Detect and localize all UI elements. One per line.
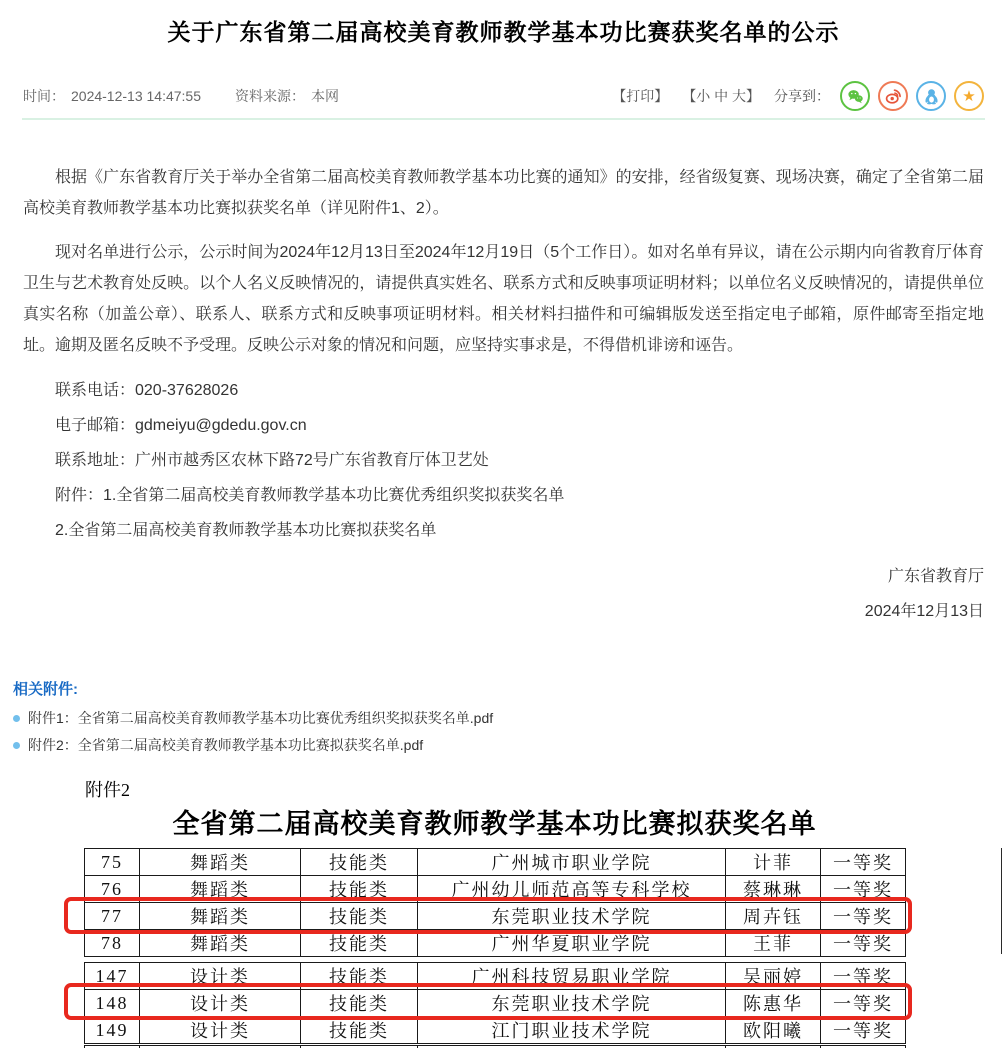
cell-school: 东莞职业技术学院 [418,903,726,930]
table-row [85,963,906,990]
cell-award: 一等奖 [821,990,906,1017]
related-attachments [0,682,1007,752]
table-edge-line [1001,848,1002,954]
contact-email: 电子邮箱：gdmeiyu@gdedu.gov.cn [55,417,307,434]
award-table-title: 全省第二届高校美育教师教学基本功比赛拟获奖名单 [172,809,817,839]
cell-number: 77 [85,903,140,930]
annex-list-line-1: 附件：1.全省第二届高校美育教师教学基本功比赛优秀组织奖拟获奖名单 [55,487,565,504]
cell-category: 舞蹈类 [140,930,301,957]
star-share-icon[interactable] [954,81,984,111]
cell-category: 设计类 [140,963,301,990]
annex-list-line-2: 2.全省第二届高校美育教师教学基本功比赛拟获奖名单 [55,522,437,539]
wechat-share-icon[interactable] [840,81,870,111]
table-row [85,876,906,903]
attachment-item-2 [13,738,994,752]
contact-address: 联系地址：广州市越秀区农林下路72号广东省教育厅体卫艺处 [55,452,489,469]
cell-name: 蔡琳琳 [726,876,821,903]
cell-number: 75 [85,849,140,876]
cell-category: 舞蹈类 [140,849,301,876]
signature-block [23,569,984,620]
annex-2-section [0,780,1007,1048]
cell-category: 设计类 [140,990,301,1017]
meta-actions [612,81,984,111]
attachment-link-2[interactable]: 附件2：全省第二届高校美育教师教学基本功比赛拟获奖名单.pdf [28,737,424,753]
cell-type: 技能类 [301,903,418,930]
table-row [85,1017,906,1044]
cell-name: 吴丽婷 [726,963,821,990]
cell-name: 计菲 [726,849,821,876]
cell-school: 东莞职业技术学院 [418,990,726,1017]
cell-number: 78 [85,930,140,957]
cell-number: 76 [85,876,140,903]
cell-school: 广州幼儿师范高等专科学校 [418,876,726,903]
bullet-icon [13,742,20,749]
cell-school: 广州城市职业学院 [418,849,726,876]
document-body [0,162,1007,620]
related-attachments-heading: 相关附件: [13,681,78,698]
bullet-icon [13,715,20,722]
cell-name: 周卉钰 [726,903,821,930]
attachment-item-1 [13,711,994,725]
weibo-share-icon[interactable] [878,81,908,111]
cell-name: 陈惠华 [726,990,821,1017]
cell-number: 148 [85,990,140,1017]
signature-org: 广东省教育厅 [887,568,984,585]
cell-school: 江门职业技术学院 [418,1017,726,1044]
award-table-group-1 [84,848,906,957]
meta-info [23,86,345,106]
cell-award: 一等奖 [821,930,906,957]
cell-type: 技能类 [301,930,418,957]
star-glyph: ★ [962,87,976,105]
cell-category: 舞蹈类 [140,903,301,930]
cell-category: 设计类 [140,1017,301,1044]
cell-award: 一等奖 [821,876,906,903]
cell-name: 王菲 [726,930,821,957]
paragraph-basis: 根据《广东省教育厅关于举办全省第二届高校美育教师教学基本功比赛的通知》的安排，经省级复赛、现场决赛，确定了全省第二届高校美育教师教学基本功比赛拟获奖名单（详见附件1、2）。 [23,169,984,217]
cell-type: 技能类 [301,990,418,1017]
source-value: 本网 [311,88,339,104]
signature-date: 2024年12月13日 [864,603,984,620]
table-row [85,930,906,957]
cell-type: 技能类 [301,849,418,876]
cell-number: 149 [85,1017,140,1044]
font-size-buttons[interactable]: 【小 中 大】 [682,88,760,104]
cell-category: 舞蹈类 [140,876,301,903]
cell-school: 广州华夏职业学院 [418,930,726,957]
annex-2-label: 附件2 [85,780,130,800]
cell-award: 一等奖 [821,963,906,990]
cell-award: 一等奖 [821,903,906,930]
cell-award: 一等奖 [821,849,906,876]
cell-type: 技能类 [301,1017,418,1044]
cell-name: 欧阳曦 [726,1017,821,1044]
print-button[interactable]: 【打印】 [612,88,669,104]
contact-phone: 联系电话：020-37628026 [55,382,239,399]
time-label: 时间： [23,88,65,104]
contact-block [23,383,984,539]
cell-type: 技能类 [301,876,418,903]
table-row [85,849,906,876]
award-table-group-2 [84,962,906,1044]
cell-type: 技能类 [301,963,418,990]
page-title: 关于广东省第二届高校美育教师教学基本功比赛获奖名单的公示 [167,19,840,45]
attachment-link-1[interactable]: 附件1：全省第二届高校美育教师教学基本功比赛优秀组织奖拟获奖名单.pdf [28,710,494,726]
table-row-highlighted-77 [85,903,906,930]
table-row-highlighted-148 [85,990,906,1017]
cell-award: 一等奖 [821,1017,906,1044]
share-icons [840,81,984,111]
header-divider [22,118,985,120]
time-value: 2024-12-13 14:47:55 [71,88,201,104]
source-label: 资料来源： [235,88,305,104]
qq-share-icon[interactable] [916,81,946,111]
share-label: 分享到： [774,88,830,104]
meta-bar [23,80,984,112]
paragraph-publicity: 现对名单进行公示，公示时间为2024年12月13日至2024年12月19日（5个工作日）。如对名单有异议，请在公示期内向省教育厅体育卫生与艺术教育处反映。以个人名义反映情况的，请提供真实姓名、联系方式和反映事项证明材料；以单位名义反映情况的，请提供单位真实名称（加盖公章）、联系人、联系方式和反映事项证明材料。相关材料扫描件和可编辑版发送至指定电子邮箱，原件邮寄至指定地址。逾期及匿名反映不予受理。反映公示对象的情况和问题，应坚持实事求是，不得借机诽谤和诬告。 [23,244,984,354]
cell-school: 广州科技贸易职业学院 [418,963,726,990]
cell-number: 147 [85,963,140,990]
